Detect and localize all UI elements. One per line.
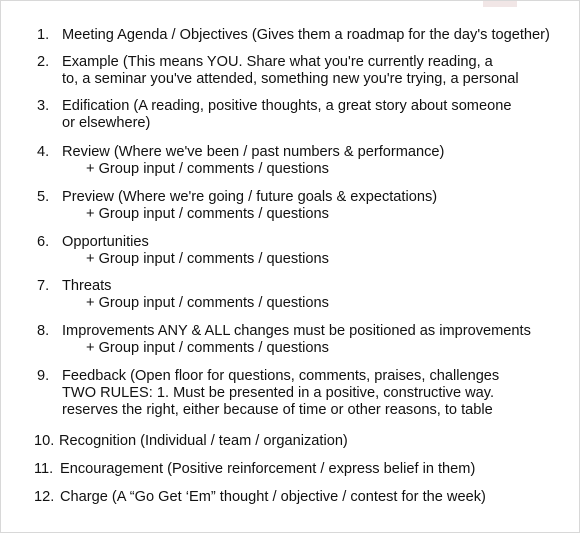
item-number: 2. xyxy=(37,54,50,70)
item-subtext: + Group input / comments / questions xyxy=(86,161,329,177)
item-text: Opportunities xyxy=(62,234,149,250)
item-text: Threats xyxy=(62,278,112,294)
item-number: 4. xyxy=(37,144,50,160)
item-text: Recognition (Individual / team / organization) xyxy=(59,433,348,449)
item-text: Meeting Agenda / Objectives (Gives them a roadmap for the day's together) xyxy=(62,27,550,43)
item-number: 9. xyxy=(37,368,50,384)
item-text: Charge (A “Go Get ‘Em” thought / objective / contest for the week) xyxy=(60,489,486,505)
item-subtext: + Group input / comments / questions xyxy=(86,206,329,222)
item-text-continued: to, a seminar you've attended, something new you're trying, a personal xyxy=(62,71,519,87)
item-number: 5. xyxy=(37,189,50,205)
item-text: Improvements ANY & ALL changes must be positioned as improvements xyxy=(62,323,531,339)
item-text: Encouragement (Positive reinforcement / express belief in them) xyxy=(60,461,476,477)
item-subtext: + Group input / comments / questions xyxy=(86,340,329,356)
item-number: 1. xyxy=(37,27,50,43)
item-number: 12. xyxy=(34,489,55,505)
item-number: 3. xyxy=(37,98,50,114)
item-number: 10. xyxy=(34,433,55,449)
item-text: Example (This means YOU. Share what you're currently reading, a xyxy=(62,54,493,70)
item-number: 11. xyxy=(34,461,54,477)
item-text-continued: reserves the right, either because of time or other reasons, to table xyxy=(62,402,493,418)
item-text-continued: or elsewhere) xyxy=(62,115,151,131)
top-accent-mark xyxy=(483,1,517,7)
item-text-continued: TWO RULES: 1. Must be presented in a positive, constructive way. xyxy=(62,385,495,401)
item-number: 7. xyxy=(37,278,50,294)
item-number: 8. xyxy=(37,323,50,339)
item-text: Edification (A reading, positive thoughts, a great story about someone xyxy=(62,98,512,114)
item-text: Preview (Where we're going / future goals & expectations) xyxy=(62,189,438,205)
item-text: Review (Where we've been / past numbers & performance) xyxy=(62,144,445,160)
item-subtext: + Group input / comments / questions xyxy=(86,251,329,267)
item-subtext: + Group input / comments / questions xyxy=(86,295,329,311)
item-text: Feedback (Open floor for questions, comments, praises, challenges xyxy=(62,368,500,384)
item-number: 6. xyxy=(37,234,50,250)
